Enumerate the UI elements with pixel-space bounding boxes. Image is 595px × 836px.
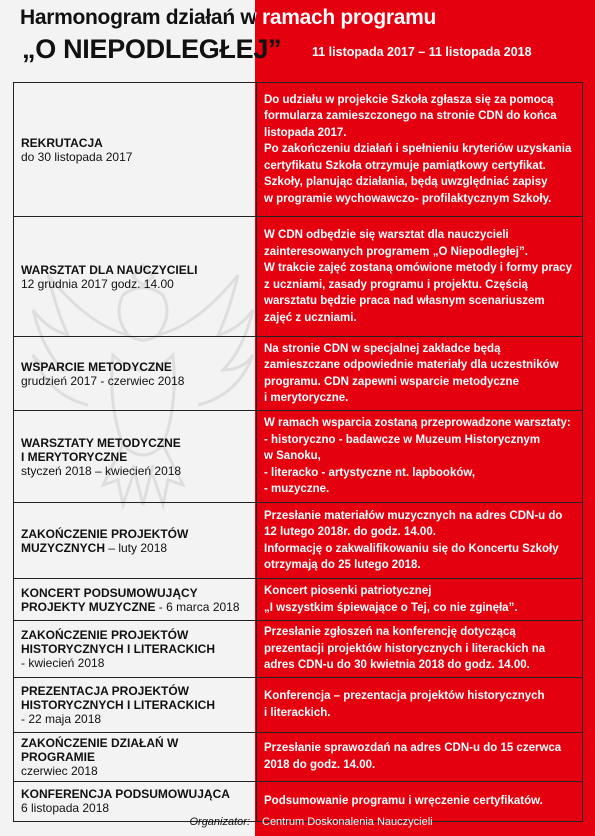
stage-cell: [14, 579, 257, 621]
program-dates: 11 listopada 2017 – 11 listopada 2018: [312, 45, 532, 59]
stage-name: PREZENTACJA PROJEKTÓW HISTORYCZNYCH I LITERACKICH: [21, 683, 216, 712]
stage-cell: [14, 411, 257, 503]
stage-description: W ramach wsparcia zostaną przeprowadzone warsztaty: - historyczno - badawcze w Muzeum Historycznym w Sanoku, - literacko - artystyczne nt. lapbooków, - muzyczne.: [257, 411, 583, 503]
stage-cell: [14, 503, 257, 579]
stage-description: W CDN odbędzie się warsztat dla nauczycieli zainteresowanych programem „O Niepodległej”. W trakcie zajęć zostaną omówione metody i formy pracy z uczniami, zasady programu i projektu. Częścią warsztatu będzie praca nad własnym scenariuszem zajęć z uczniami.: [257, 217, 583, 337]
stage-date: styczeń 2018 – kwiecień 2018: [21, 463, 182, 478]
stage-description: Podsumowanie programu i wręczenie certyfikatów.: [257, 781, 583, 821]
stage-cell: [14, 217, 257, 337]
page-header: [0, 0, 595, 76]
stage-date: - kwiecień 2018: [21, 655, 105, 670]
program-name: „O NIEPODLEGŁEJ”: [22, 34, 282, 64]
stage-cell: [14, 83, 257, 217]
stage-description: Koncert piosenki patriotycznej „I wszystkim śpiewające o Tej, co nie zginęła”.: [257, 579, 583, 621]
table-row: [14, 337, 583, 411]
stage-date: - 22 maja 2018: [21, 711, 102, 726]
table-row: [14, 732, 583, 781]
organizer-name: Centrum Doskonalenia Nauczycieli: [262, 816, 433, 828]
organizer-label: Organizator:: [189, 816, 250, 828]
stage-date: grudzień 2017 - czerwiec 2018: [21, 373, 185, 388]
table-row: [14, 579, 583, 621]
footer: [0, 815, 595, 833]
stage-date: czerwiec 2018: [21, 763, 98, 778]
table-row: [14, 411, 583, 503]
stage-name: ZAKOŃCZENIE PROJEKTÓW MUZYCZNYCH: [21, 526, 189, 555]
stage-description: Przesłanie materiałów muzycznych na adres CDN-u do 12 lutego 2018r. do godz. 14.00. Informację o zakwalifikowaniu się do Koncertu Szkoły otrzymają do 25 lutego 2018.: [257, 503, 583, 579]
stage-date: 6 listopada 2018: [21, 801, 110, 815]
stage-name: KONFERENCJA PODSUMOWUJĄCA: [21, 787, 230, 801]
stage-date: do 30 listopada 2017: [21, 149, 133, 164]
stage-description: Przesłanie sprawozdań na adres CDN-u do 15 czerwca 2018 do godz. 14.00.: [257, 732, 583, 781]
stage-name: KONCERT PODSUMOWUJĄCY PROJEKTY MUZYCZNE: [21, 585, 198, 614]
stage-name: WARSZTATY METODYCZNE I MERYTORYCZNE: [21, 435, 181, 464]
stage-name: WARSZTAT DLA NAUCZYCIELI: [21, 262, 198, 277]
stage-description: Do udziału w projekcie Szkoła zgłasza się za pomocą formularza zamieszczonego na stronie CDN do końca listopada 2017. Po zakończeniu działań i spełnieniu kryteriów uzyskania certyfikatu Szkoła otrzymuje pamiątkowy certyfikat. Szkoły, planując działania, będą uwzględniać zapisy w programie wychowawczo- profilaktycznym Szkoły.: [257, 83, 583, 217]
stage-description: Na stronie CDN w specjalnej zakładce będą zamieszczane odpowiednie materiały dla uczestników programu. CDN zapewni wsparcie metodyczne i merytoryczne.: [257, 337, 583, 411]
stage-description: Przesłanie zgłoszeń na konferencję dotyczącą prezentacji projektów historycznych i literackich na adres CDN-u do 30 kwietnia 2018 do godz. 14.00.: [257, 621, 583, 678]
stage-cell: [14, 732, 257, 781]
stage-date: – luty 2018: [105, 540, 168, 555]
stage-name: ZAKOŃCZENIE DZIAŁAŃ W PROGRAMIE: [21, 735, 179, 764]
stage-date: - 6 marca 2018: [155, 599, 240, 614]
table-row: [14, 503, 583, 579]
stage-date: 12 grudnia 2017 godz. 14.00: [21, 276, 174, 291]
stage-cell: [14, 621, 257, 678]
page-title: Harmonogram działań w ramach programu: [20, 6, 436, 29]
stage-description: Konferencja – prezentacja projektów historycznych i literackich.: [257, 677, 583, 732]
table-row: [14, 621, 583, 678]
schedule-table: [13, 82, 583, 822]
stage-name: REKRUTACJA: [21, 135, 103, 150]
table-row: [14, 217, 583, 337]
stage-cell: [14, 337, 257, 411]
table-row: [14, 677, 583, 732]
stage-cell: [14, 677, 257, 732]
stage-name: ZAKOŃCZENIE PROJEKTÓW HISTORYCZNYCH I LITERACKICH: [21, 627, 216, 656]
table-row: [14, 83, 583, 217]
stage-name: WSPARCIE METODYCZNE: [21, 359, 172, 374]
